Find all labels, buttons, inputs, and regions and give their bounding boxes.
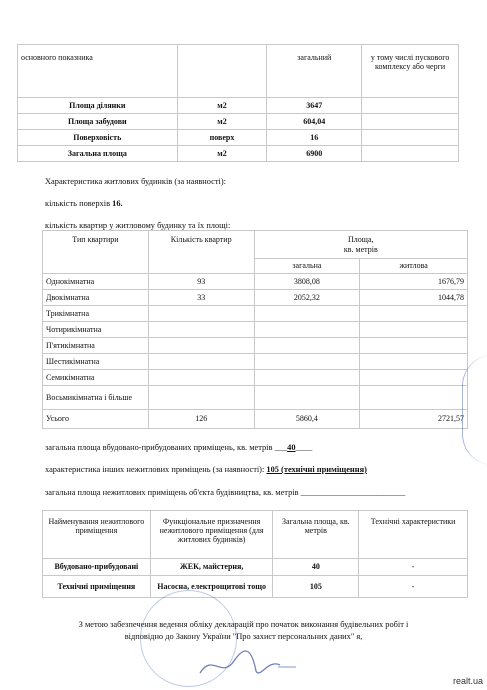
row-value: 3647 bbox=[267, 98, 362, 114]
col-name: Найменування нежитлового приміщення bbox=[43, 511, 151, 559]
builtin-area-value: 40 bbox=[287, 443, 296, 452]
apt-living: 1676,79 bbox=[360, 274, 468, 290]
table-row bbox=[43, 386, 468, 410]
apt-living: 2721,57 bbox=[360, 410, 468, 429]
nonres-table bbox=[42, 510, 468, 598]
apt-type: Трикімнатна bbox=[43, 306, 149, 322]
nonres-tech: - bbox=[359, 576, 468, 598]
row-name: Площа забудови bbox=[18, 114, 178, 130]
apt-count: 33 bbox=[148, 290, 254, 306]
table-row-total bbox=[43, 410, 468, 429]
apt-total: 2052,32 bbox=[254, 290, 360, 306]
col-count: Кількість квартир bbox=[148, 231, 254, 274]
table-row bbox=[43, 370, 468, 386]
apt-type: Шестикімнатна bbox=[43, 354, 149, 370]
row-unit: м2 bbox=[177, 114, 267, 130]
apt-count: 93 bbox=[148, 274, 254, 290]
floors-value: 16. bbox=[112, 199, 123, 208]
apt-total: 5860,4 bbox=[254, 410, 360, 429]
nonres-purpose: ЖЕК, майстерня, bbox=[150, 559, 273, 576]
row-value: 16 bbox=[267, 130, 362, 146]
row-name: Загальна площа bbox=[18, 146, 178, 162]
nonres-name: Технічні приміщення bbox=[43, 576, 151, 598]
header-total: загальний bbox=[267, 45, 362, 98]
builtin-area-label: загальна площа вбудовано-прибудованих приміщень, кв. метрів bbox=[45, 443, 273, 452]
col-area: Загальна площа, кв. метрів bbox=[273, 511, 359, 559]
row-unit: м2 bbox=[177, 146, 267, 162]
col-living: житлова bbox=[360, 259, 468, 274]
col-total: загальна bbox=[254, 259, 360, 274]
table-row bbox=[43, 306, 468, 322]
apt-living: 1044,78 bbox=[360, 290, 468, 306]
col-area: Площа, кв. метрів bbox=[254, 231, 467, 259]
apt-count: 126 bbox=[148, 410, 254, 429]
watermark: realt.ua bbox=[452, 676, 483, 686]
stamp-edge bbox=[462, 355, 487, 465]
apartments-table bbox=[42, 230, 468, 429]
apt-type: Восьмикімнатна і більше bbox=[43, 386, 149, 410]
housing-heading: Характеристика житлових будинків (за наявності): bbox=[45, 177, 226, 186]
other-line bbox=[45, 465, 367, 474]
apt-total: 3808,08 bbox=[254, 274, 360, 290]
table-row bbox=[43, 290, 468, 306]
row-value: 6900 bbox=[267, 146, 362, 162]
builtin-area-line: загальна площа вбудовано-прибудованих приміщень, кв. метрів ___40____ bbox=[45, 443, 313, 452]
row-value: 604,04 bbox=[267, 114, 362, 130]
nonres-name: Вбудовано-прибудовані bbox=[43, 559, 151, 576]
col-tech: Технічні характеристики bbox=[359, 511, 468, 559]
row-name: Площа ділянки bbox=[18, 98, 178, 114]
top-table-header-row bbox=[18, 45, 459, 98]
apt-type: Однокімнатна bbox=[43, 274, 149, 290]
header-indicator: основного показника bbox=[18, 45, 178, 98]
table-row bbox=[18, 114, 459, 130]
footer-line-1: З метою забезпечення ведення обліку декларацій про початок виконання будівельних робіт і bbox=[78, 620, 409, 629]
table-row bbox=[43, 322, 468, 338]
footer-line-2: відповідно до Закону України "Про захист персональних даних" я, bbox=[124, 632, 363, 641]
signature-icon bbox=[190, 645, 300, 685]
table-row bbox=[43, 354, 468, 370]
top-table bbox=[17, 44, 459, 162]
row-unit: поверх bbox=[177, 130, 267, 146]
nonres-tech: - bbox=[359, 559, 468, 576]
nonres-header-row bbox=[43, 511, 468, 559]
apt-type: П'ятикімнатна bbox=[43, 338, 149, 354]
table-row bbox=[43, 274, 468, 290]
col-purpose: Функціональне призначення нежитлового приміщення (для житлових будинків) bbox=[150, 511, 273, 559]
apt-type: Двокімнатна bbox=[43, 290, 149, 306]
apartments-label: кількість квартир у житловому будинку та їх площі: bbox=[45, 221, 231, 230]
nonres-area-line: загальна площа нежитлових приміщень об'єкта будівництва, кв. метрів _________________________ bbox=[45, 488, 406, 497]
nonres-area-label: загальна площа нежитлових приміщень об'єкта будівництва, кв. метрів bbox=[45, 488, 299, 497]
apt-type: Усього bbox=[43, 410, 149, 429]
other-label: характеристика інших нежитлових приміщень (за наявності): bbox=[45, 465, 265, 474]
table-row bbox=[18, 146, 459, 162]
nonres-purpose: Насосна, електрощитові тощо bbox=[150, 576, 273, 598]
apartments-header-row bbox=[43, 231, 468, 259]
apt-type: Чотирикімнатна bbox=[43, 322, 149, 338]
table-row bbox=[43, 559, 468, 576]
apt-type: Семикімнатна bbox=[43, 370, 149, 386]
floors-line bbox=[45, 199, 123, 208]
nonres-area: 40 bbox=[273, 559, 359, 576]
header-including: у тому числі пускового комплексу або черги bbox=[362, 45, 459, 98]
table-row bbox=[18, 130, 459, 146]
nonres-area: 105 bbox=[273, 576, 359, 598]
table-row bbox=[43, 576, 468, 598]
table-row bbox=[43, 338, 468, 354]
row-unit: м2 bbox=[177, 98, 267, 114]
other-value: 105 (технічні приміщення) bbox=[266, 465, 367, 474]
col-type: Тип квартири bbox=[43, 231, 149, 274]
floors-label: кількість поверхів bbox=[45, 199, 111, 208]
table-row bbox=[18, 98, 459, 114]
row-name: Поверховість bbox=[18, 130, 178, 146]
